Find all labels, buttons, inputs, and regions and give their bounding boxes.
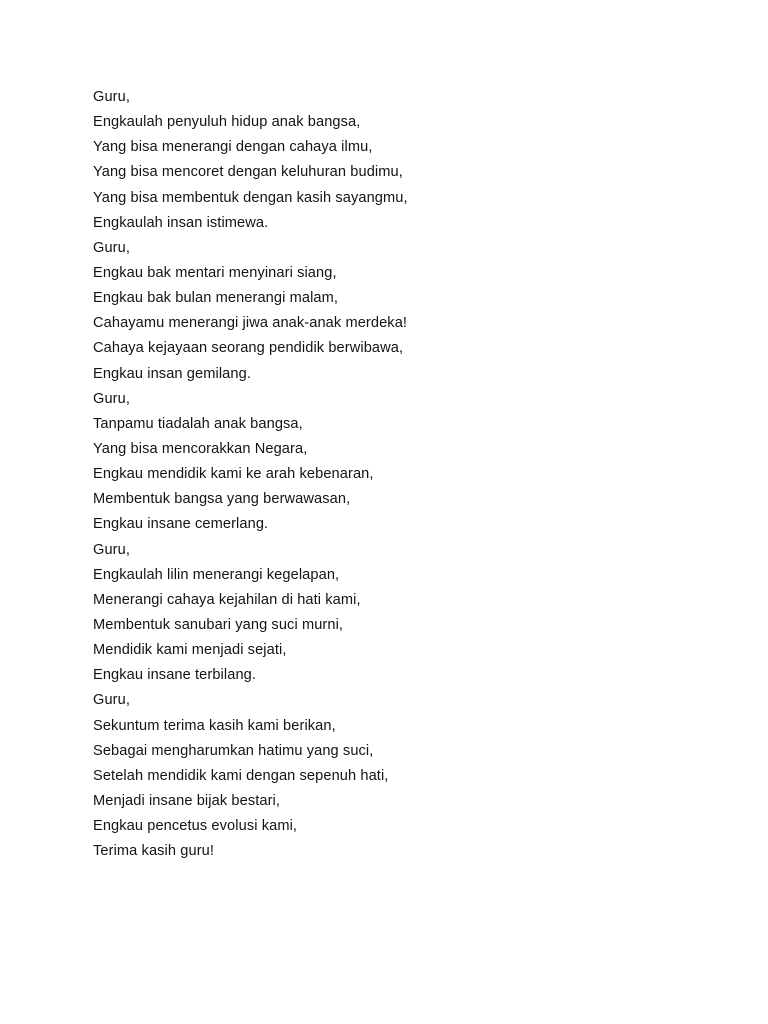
poem-line: Guru,: [93, 390, 130, 407]
poem-line: Engkaulah insan istimewa.: [93, 214, 269, 231]
poem-line: Guru,: [93, 692, 130, 709]
poem-line: Engkau insane terbilang.: [93, 667, 257, 684]
poem-line: Engkau mendidik kami ke arah kebenaran,: [93, 466, 374, 483]
poem-line: Sebagai mengharumkan hatimu yang suci,: [93, 742, 374, 759]
poem-line: Mendidik kami menjadi sejati,: [93, 642, 287, 659]
poem-line: Sekuntum terima kasih kami berikan,: [93, 717, 336, 734]
poem-line: Guru,: [93, 541, 130, 558]
poem-line: Setelah mendidik kami dengan sepenuh hati,: [93, 767, 389, 784]
poem-line: Yang bisa membentuk dengan kasih sayangmu,: [93, 189, 408, 206]
poem-line: Engkau insan gemilang.: [93, 365, 251, 382]
poem-line: Engkau pencetus evolusi kami,: [93, 818, 298, 835]
poem-line: Engkau bak bulan menerangi malam,: [93, 290, 339, 307]
poem-line: Membentuk sanubari yang suci murni,: [93, 616, 344, 633]
poem-line: Engkaulah penyuluh hidup anak bangsa,: [93, 114, 361, 131]
poem-line: Membentuk bangsa yang berwawasan,: [93, 491, 351, 508]
poem-line: Menerangi cahaya kejahilan di hati kami,: [93, 591, 361, 608]
poem-line: Engkaulah lilin menerangi kegelapan,: [93, 566, 340, 583]
poem-text: [93, 85, 408, 864]
poem-line: Yang bisa mencorakkan Negara,: [93, 440, 308, 457]
poem-line: Engkau bak mentari menyinari siang,: [93, 264, 337, 281]
poem-line: Engkau insane cemerlang.: [93, 516, 269, 533]
poem-line: Menjadi insane bijak bestari,: [93, 792, 281, 809]
poem-line: Tanpamu tiadalah anak bangsa,: [93, 415, 303, 432]
poem-line: Cahayamu menerangi jiwa anak-anak merdeka!: [93, 315, 408, 332]
poem-line: Yang bisa mencoret dengan keluhuran budimu,: [93, 164, 403, 181]
poem-line: Yang bisa menerangi dengan cahaya ilmu,: [93, 139, 373, 156]
poem-line: Guru,: [93, 89, 130, 105]
poem-line: Guru,: [93, 239, 130, 256]
poem-line: Cahaya kejayaan seorang pendidik berwibawa,: [93, 340, 404, 357]
poem-line: Terima kasih guru!: [93, 843, 215, 860]
